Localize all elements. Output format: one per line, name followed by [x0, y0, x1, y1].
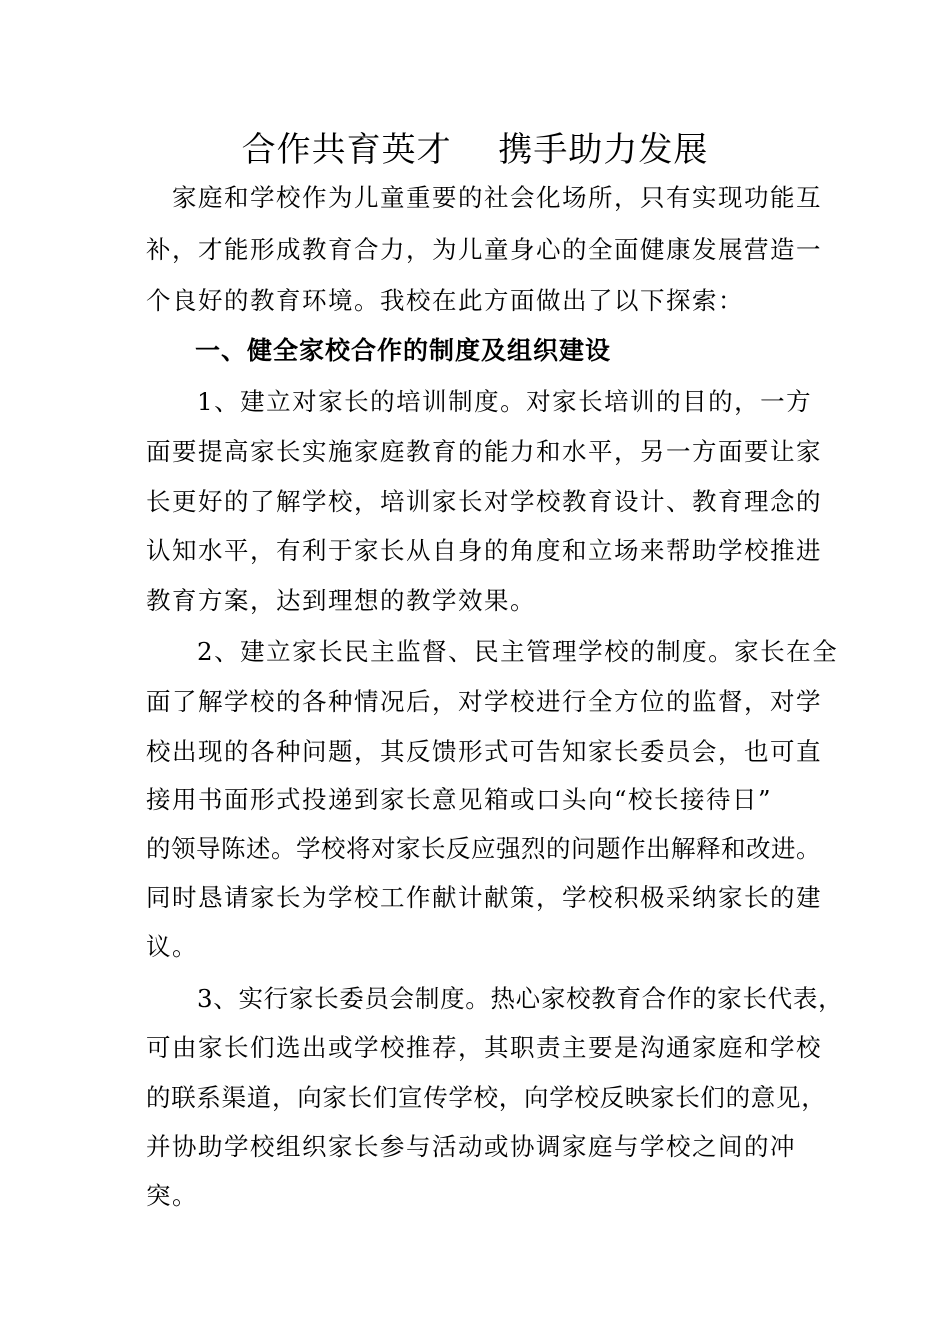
item2-line-1: 2、建立家长民主监督、民主管理学校的制度。家长在全	[197, 637, 839, 666]
item3-line-2: 可由家长们选出或学校推荐，其职责主要是沟通家庭和学校	[146, 1033, 822, 1062]
item2-line-5: 的领导陈述。学校将对家长反应强烈的问题作出解释和改进。	[146, 834, 821, 863]
item1-line-1: 1、建立对家长的培训制度。对家长培训的目的，一方	[197, 387, 813, 416]
item2-line-2: 面了解学校的各种情况后，对学校进行全方位的监督，对学	[146, 687, 822, 716]
item2-line-7: 议。	[146, 932, 198, 961]
item3-line-4: 并协助学校组织家长参与活动或协调家庭与学校之间的冲	[146, 1132, 796, 1161]
item2-line-6: 同时恳请家长为学校工作献计献策，学校积极采纳家长的建	[146, 883, 822, 912]
item3-line-3: 的联系渠道，向家长们宣传学校，向学校反映家长们的意见，	[146, 1083, 827, 1112]
document-title: 合作共育英才 携手助力发展	[241, 130, 709, 170]
intro-line-3: 个良好的教育环境。我校在此方面做出了以下探索：	[146, 286, 744, 315]
item1-line-4: 认知水平，有利于家长从自身的角度和立场来帮助学校推进	[146, 536, 822, 565]
intro-line-1: 家庭和学校作为儿童重要的社会化场所，只有实现功能互	[172, 183, 822, 212]
item3-line-1: 3、实行家长委员会制度。热心家校教育合作的家长代表，	[197, 984, 844, 1013]
item1-line-5: 教育方案，达到理想的教学效果。	[146, 586, 536, 615]
item2-line-4: 接用书面形式投递到家长意见箱或口头向“校长接待日”	[146, 785, 773, 814]
item2-line-3: 校出现的各种问题，其反馈形式可告知家长委员会，也可直	[146, 737, 822, 766]
item1-line-2: 面要提高家长实施家庭教育的能力和水平，另一方面要让家	[146, 437, 822, 466]
item1-line-3: 长更好的了解学校，培训家长对学校教育设计、教育理念的	[146, 487, 822, 516]
intro-line-2: 补，才能形成教育合力，为儿童身心的全面健康发展营造一	[146, 235, 822, 264]
section-heading: 一、健全家校合作的制度及组织建设	[195, 336, 612, 365]
item3-line-5: 突。	[146, 1181, 198, 1210]
